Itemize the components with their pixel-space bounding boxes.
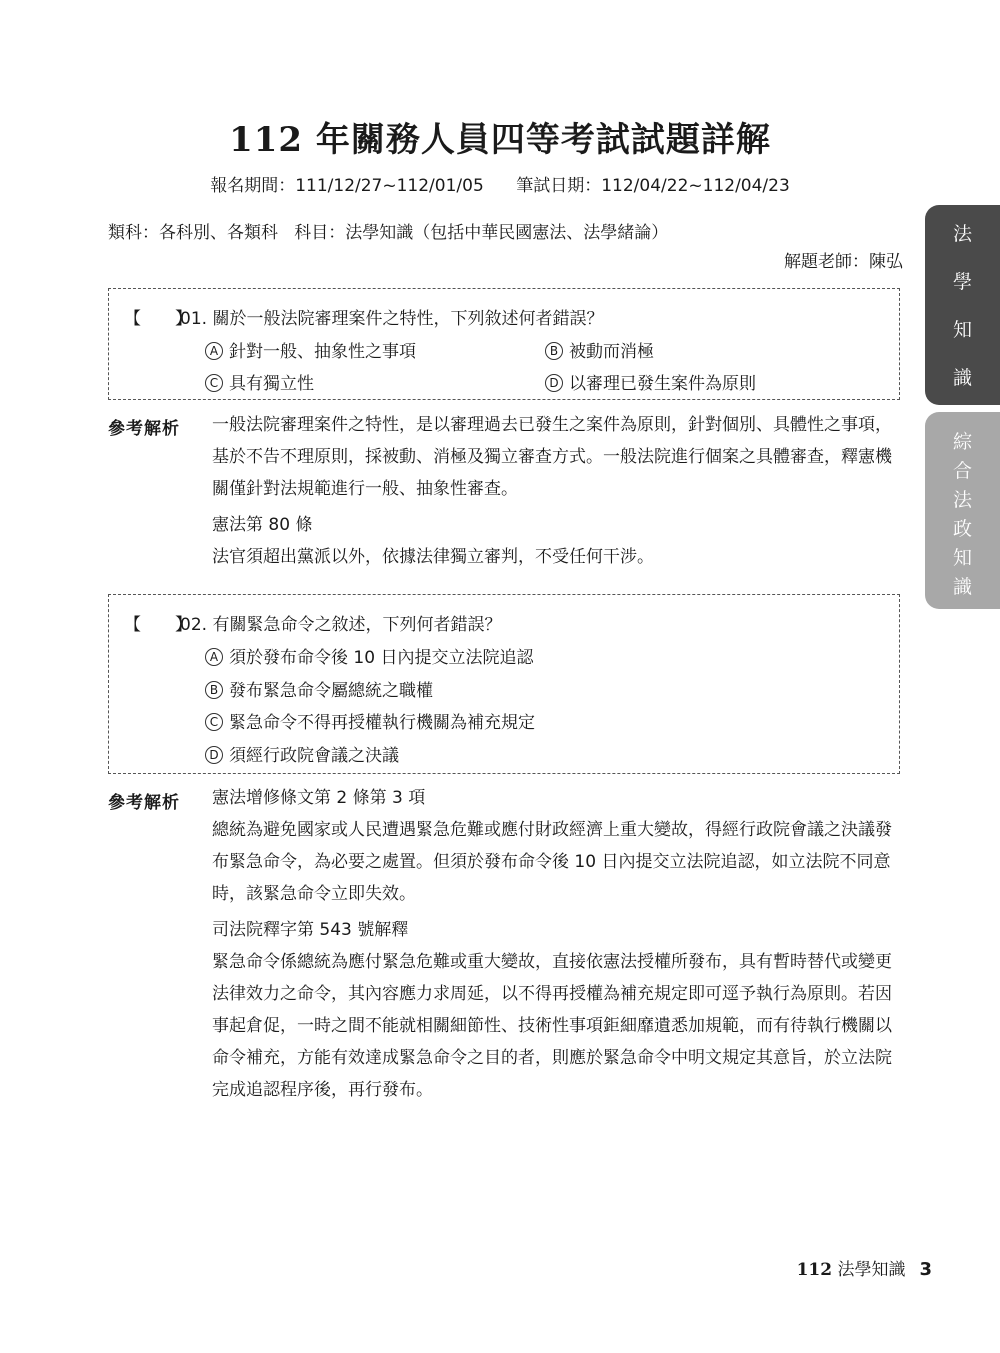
q2-option-b <box>205 676 433 701</box>
answer-1-paragraph: 一般法院審理案件之特性，是以審理過去已發生之案件為原則，針對個別、具體性之事項，基於不告不理原則，採被動、消極及獨立審查方式。一般法院進行個案之具體審查，釋憲機關僅針對法規範進行一般、抽象性審查。 <box>212 415 892 499</box>
question-2-line <box>124 610 501 635</box>
page-number: 3 <box>919 1259 932 1280</box>
option-text: 被動而消極 <box>569 342 654 362</box>
page-title: 112 年關務人員四等考試試題詳解 <box>229 120 771 160</box>
question-1-text: 01. 關於一般法院審理案件之特性，下列敘述何者錯誤？ <box>180 309 604 329</box>
answer-2-body <box>212 782 904 1106</box>
tab-char: 知 <box>952 547 972 569</box>
tab-char: 法 <box>952 489 972 511</box>
answer-2-label: 參考解析 <box>108 793 180 813</box>
q2-option-c <box>205 708 535 733</box>
tab-char: 學 <box>952 271 972 293</box>
option-text: 須經行政院會議之決議 <box>229 746 399 766</box>
question-box-1 <box>108 288 900 400</box>
answer-1-body <box>212 409 904 573</box>
side-tab-legal-knowledge[interactable] <box>925 205 1000 405</box>
option-letter: A <box>205 342 223 360</box>
answer-2-law2-text: 緊急命令係總統為應付緊急危難或重大變故，直接依憲法授權所發布，具有暫時替代或變更法律效力之命令，其內容應力求周延，以不得再授權為補充規定即可逕予執行為原則。若因事起倉促，一時之間不能就相關細節性、技術性事項鉅細靡遺悉加規範，而有待執行機關以命令補充，方能有效達成緊急命令之目的者，則應於緊急命令中明文規定其意旨，於立法院完成追認程序後，再行發布。 <box>212 952 892 1100</box>
registration-period: 報名期間：111/12/27~112/01/05 <box>210 176 484 196</box>
option-letter: B <box>545 342 563 360</box>
answer-1-law-title: 憲法第 80 條 <box>212 515 313 535</box>
tab-char: 法 <box>952 223 972 245</box>
answer-bracket: 【 】 <box>124 615 192 635</box>
answer-2-law2-title: 司法院釋字第 543 號解釋 <box>212 920 409 940</box>
subject-text: 科目：法學知識（包括中華民國憲法、法學緒論） <box>294 223 669 243</box>
option-letter: B <box>205 681 223 699</box>
q1-option-d <box>545 369 756 394</box>
q2-option-d <box>205 741 399 766</box>
author-text: 解題老師：陳弘 <box>784 252 903 272</box>
exam-meta <box>108 218 668 243</box>
tab-char: 合 <box>952 460 972 482</box>
side-tab-comprehensive-knowledge[interactable] <box>925 412 1000 609</box>
answer-2-law1-text: 總統為避免國家或人民遭遇緊急危難或應付財政經濟上重大變故，得經行政院會議之決議發布緊急命令，為必要之處置。但須於發布命令後 10 日內提交立法院追認，如立法院不同意時，該緊急命令立即失效。 <box>212 820 892 904</box>
question-box-2 <box>108 594 900 774</box>
option-text: 緊急命令不得再授權執行機關為補充規定 <box>229 713 535 733</box>
exam-dates <box>0 171 1000 196</box>
footer-subject: 法學知識 <box>837 1260 906 1280</box>
question-1-line <box>124 304 603 329</box>
q1-option-a <box>205 337 416 362</box>
answer-1-law-text: 法官須超出黨派以外，依據法律獨立審判，不受任何干涉。 <box>212 547 654 567</box>
tab-char: 綜 <box>952 431 972 453</box>
exam-date: 筆試日期：112/04/22~112/04/23 <box>516 176 790 196</box>
option-letter: D <box>545 374 563 392</box>
option-text: 具有獨立性 <box>229 374 314 394</box>
option-text: 以審理已發生案件為原則 <box>569 374 756 394</box>
q1-option-b <box>545 337 654 362</box>
tab-char: 識 <box>952 367 972 389</box>
q2-option-a <box>205 643 533 668</box>
answer-2-law1-title: 憲法增修條文第 2 條第 3 項 <box>212 788 426 808</box>
tab-char: 知 <box>952 319 972 341</box>
tab-char: 政 <box>952 518 972 540</box>
q1-option-c <box>205 369 314 394</box>
answer-bracket: 【 】 <box>124 309 192 329</box>
footer-year: 112 <box>796 1260 833 1280</box>
question-2-text: 02. 有關緊急命令之敘述，下列何者錯誤？ <box>180 615 502 635</box>
page-footer <box>797 1255 932 1280</box>
category-text: 類科：各科別、各類科 <box>108 223 278 243</box>
option-text: 針對一般、抽象性之事項 <box>229 342 416 362</box>
option-letter: C <box>205 374 223 392</box>
option-letter: D <box>205 746 223 764</box>
tab-char: 識 <box>952 576 972 598</box>
option-text: 發布緊急命令屬總統之職權 <box>229 681 433 701</box>
answer-1-label: 參考解析 <box>108 419 180 439</box>
option-letter: A <box>205 648 223 666</box>
option-letter: C <box>205 713 223 731</box>
option-text: 須於發布命令後 10 日內提交立法院追認 <box>229 648 534 668</box>
